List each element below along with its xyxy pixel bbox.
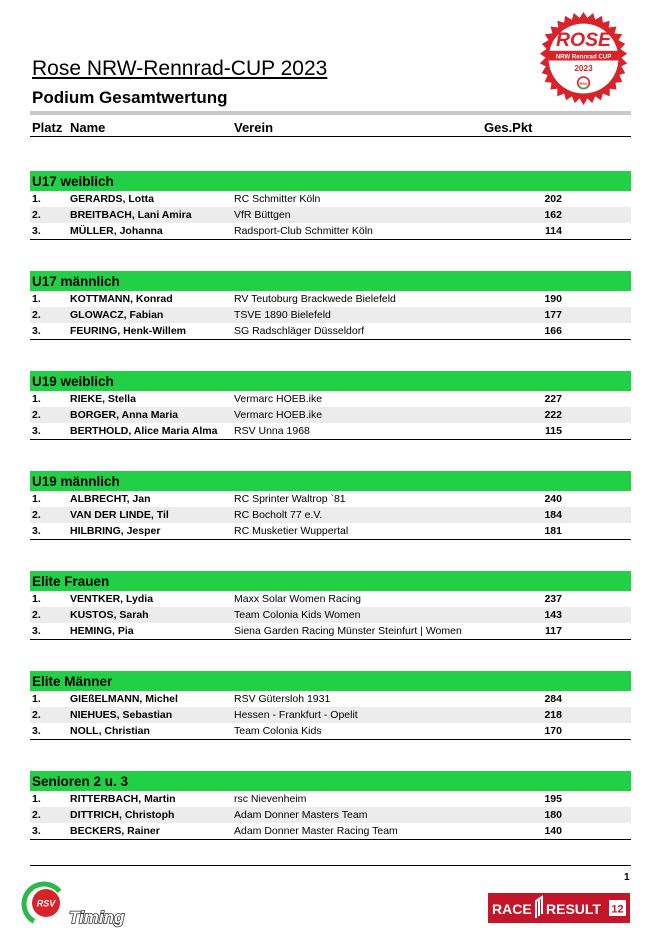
- row-place: 3.: [32, 725, 41, 737]
- rose-logo-rsv: RSV: [579, 80, 588, 86]
- table-row: [30, 591, 631, 607]
- table-row: [30, 323, 631, 339]
- row-place: 2.: [32, 509, 41, 521]
- row-name: BORGER, Anna Maria: [70, 409, 179, 421]
- table-row: [30, 291, 631, 307]
- rose-logo-line: NRW Rennrad CUP: [555, 53, 612, 61]
- row-points: 114: [545, 225, 562, 237]
- row-place: 1.: [32, 493, 41, 505]
- row-points: 117: [545, 625, 562, 637]
- category-elite-maenner: [30, 671, 631, 740]
- table-row: [30, 623, 631, 639]
- row-name: FEURING, Henk-Willem: [70, 325, 187, 337]
- rose-logo-year: 2023: [574, 64, 593, 74]
- row-place: 1.: [32, 293, 41, 305]
- row-name: VAN DER LINDE, Til: [70, 509, 169, 521]
- row-points: 166: [544, 325, 562, 337]
- row-name: KOTTMANN, Konrad: [70, 293, 173, 305]
- category-senioren: [30, 771, 631, 840]
- row-name: HEMING, Pia: [70, 625, 134, 637]
- row-club: rsc Nievenheim: [234, 793, 307, 805]
- row-name: MÜLLER, Johanna: [70, 225, 163, 237]
- table-row: [30, 207, 631, 223]
- table-row: [30, 423, 631, 439]
- row-name: RITTERBACH, Martin: [70, 793, 176, 805]
- table-row: [30, 707, 631, 723]
- category-title: U17 männlich: [30, 271, 631, 291]
- row-club: Team Colonia Kids: [234, 725, 322, 737]
- row-place: 3.: [32, 525, 41, 537]
- row-name: GLOWACZ, Fabian: [70, 309, 164, 321]
- table-row: [30, 723, 631, 739]
- row-points: 184: [544, 509, 562, 521]
- row-points: 240: [544, 493, 562, 505]
- table-row: [30, 391, 631, 407]
- row-points: 190: [544, 293, 562, 305]
- row-club: RSV Unna 1968: [234, 425, 310, 437]
- row-points: 140: [544, 825, 562, 837]
- row-points: 222: [544, 409, 562, 421]
- row-points: 218: [544, 709, 562, 721]
- rose-logo-brand: ROSE: [556, 28, 611, 51]
- title-rule: [30, 111, 631, 115]
- row-name: KUSTOS, Sarah: [70, 609, 149, 621]
- row-name: BECKERS, Rainer: [70, 825, 160, 837]
- row-name: BREITBACH, Lani Amira: [70, 209, 192, 221]
- row-place: 1.: [32, 193, 41, 205]
- category-u17-maennlich: [30, 271, 631, 340]
- row-place: 1.: [32, 793, 41, 805]
- row-name: DITTRICH, Christoph: [70, 809, 175, 821]
- row-club: Vermarc HOEB.ike: [234, 393, 323, 405]
- row-place: 3.: [32, 225, 41, 237]
- row-place: 2.: [32, 609, 41, 621]
- category-title: Elite Frauen: [30, 571, 631, 591]
- row-club: Adam Donner Masters Team: [234, 809, 368, 821]
- row-points: 143: [544, 609, 562, 621]
- column-header-club: Verein: [234, 120, 274, 135]
- table-row: [30, 307, 631, 323]
- row-club: Siena Garden Racing Münster Steinfurt | Women: [234, 625, 462, 637]
- row-points: 115: [545, 425, 562, 437]
- category-u19-weiblich: [30, 371, 631, 440]
- row-club: Team Colonia Kids Women: [234, 609, 361, 621]
- row-name: RIEKE, Stella: [70, 393, 136, 405]
- table-row: [30, 791, 631, 807]
- row-club: RC Musketier Wuppertal: [234, 525, 349, 537]
- race-result-num: 12: [611, 903, 624, 916]
- table-row: [30, 223, 631, 239]
- row-place: 3.: [32, 625, 41, 637]
- rsv-timing-logo: [20, 881, 145, 929]
- table-row: [30, 523, 631, 539]
- category-rule: [30, 439, 631, 440]
- row-points: 202: [544, 193, 562, 205]
- category-u19-maennlich: [30, 471, 631, 540]
- category-title: U19 männlich: [30, 471, 631, 491]
- row-club: RSV Gütersloh 1931: [234, 693, 331, 705]
- page-number: 1: [624, 872, 630, 883]
- category-title: Senioren 2 u. 3: [30, 771, 631, 791]
- rose-nrw-cup-logo: [535, 12, 632, 109]
- category-rule: [30, 739, 631, 740]
- row-points: 170: [544, 725, 562, 737]
- row-place: 3.: [32, 325, 41, 337]
- race-result-word-result: RESULT: [546, 901, 601, 917]
- race-result-word-race: RACE: [492, 901, 532, 917]
- row-name: NOLL, Christian: [70, 725, 150, 737]
- row-club: Vermarc HOEB.ike: [234, 409, 323, 421]
- table-row: [30, 191, 631, 207]
- category-title: U19 weiblich: [30, 371, 631, 391]
- category-title: U17 weiblich: [30, 171, 631, 191]
- page-subtitle: Podium Gesamtwertung: [32, 88, 228, 107]
- footer-rule: [30, 865, 631, 866]
- category-rule: [30, 339, 631, 340]
- row-name: GERARDS, Lotta: [70, 193, 154, 205]
- table-row: [30, 607, 631, 623]
- table-row: [30, 491, 631, 507]
- rsv-badge-text: RSV: [36, 898, 56, 909]
- page-title: Rose NRW-Rennrad-CUP 2023: [32, 57, 328, 80]
- category-rule: [30, 239, 631, 240]
- table-row: [30, 407, 631, 423]
- row-place: 2.: [32, 709, 41, 721]
- row-points: 227: [544, 393, 562, 405]
- row-points: 180: [544, 809, 562, 821]
- row-place: 2.: [32, 309, 41, 321]
- row-points: 177: [544, 309, 562, 321]
- row-name: BERTHOLD, Alice Maria Alma: [70, 425, 218, 437]
- column-header-rule: [30, 136, 631, 137]
- table-row: [30, 823, 631, 839]
- row-place: 3.: [32, 825, 41, 837]
- row-place: 3.: [32, 425, 41, 437]
- row-club: RV Teutoburg Brackwede Bielefeld: [234, 293, 396, 305]
- row-club: Maxx Solar Women Racing: [234, 593, 362, 605]
- column-header-name: Name: [70, 120, 106, 135]
- category-u17-weiblich: [30, 171, 631, 240]
- row-club: Radsport-Club Schmitter Köln: [234, 225, 373, 237]
- row-club: VfR Büttgen: [234, 209, 291, 221]
- row-points: 181: [544, 525, 562, 537]
- row-place: 1.: [32, 693, 41, 705]
- row-place: 1.: [32, 393, 41, 405]
- column-header-points: Ges.Pkt: [484, 120, 533, 135]
- column-header-place: Platz: [32, 120, 63, 135]
- row-club: RC Bocholt 77 e.V.: [234, 509, 323, 521]
- row-points: 237: [544, 593, 562, 605]
- row-points: 284: [544, 693, 562, 705]
- row-points: 162: [544, 209, 562, 221]
- category-elite-frauen: [30, 571, 631, 640]
- row-club: SG Radschläger Düsseldorf: [234, 325, 365, 337]
- category-title: Elite Männer: [30, 671, 631, 691]
- row-name: GIEßELMANN, Michel: [70, 693, 178, 705]
- row-club: RC Schmitter Köln: [234, 193, 321, 205]
- row-name: VENTKER, Lydia: [70, 593, 154, 605]
- row-club: RC Sprinter Waltrop `81: [234, 493, 346, 505]
- row-place: 2.: [32, 809, 41, 821]
- row-name: NIEHUES, Sebastian: [70, 709, 173, 721]
- category-rule: [30, 639, 631, 640]
- row-name: ALBRECHT, Jan: [70, 493, 151, 505]
- table-row: [30, 691, 631, 707]
- table-row: [30, 807, 631, 823]
- category-rule: [30, 839, 631, 840]
- row-place: 2.: [32, 209, 41, 221]
- row-club: Adam Donner Master Racing Team: [234, 825, 398, 837]
- row-place: 1.: [32, 593, 41, 605]
- row-club: TSVE 1890 Bielefeld: [234, 309, 331, 321]
- race-result-logo: [488, 893, 630, 923]
- row-name: HILBRING, Jesper: [70, 525, 161, 537]
- row-place: 2.: [32, 409, 41, 421]
- row-points: 195: [544, 793, 562, 805]
- category-rule: [30, 539, 631, 540]
- timing-wordmark: Timing: [69, 908, 125, 927]
- table-row: [30, 507, 631, 523]
- row-club: Hessen - Frankfurt - Opelit: [234, 709, 358, 721]
